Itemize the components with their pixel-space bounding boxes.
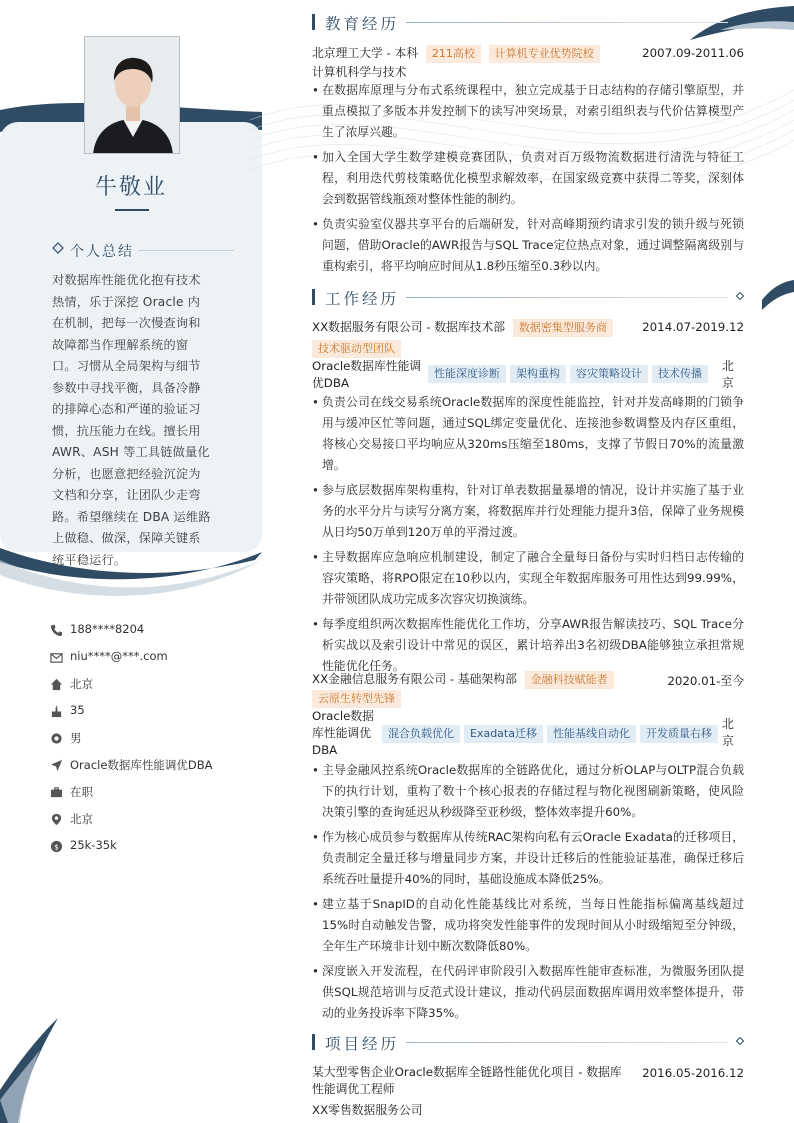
section-title: 项目经历 <box>325 1035 400 1053</box>
list-item: • 负责公司在线交易系统Oracle数据库的深度性能监控，针对并发高峰期的门锁争用与缓冲区忙等问题，通过SQL绑定变量优化、连接池参数调整及内存区重组，将核心交易接口平均响应从320ms压缩至180ms，支撑了节假日70%的流量激增。 <box>312 392 744 476</box>
list-item: • 作为核心成员参与数据库从传统RAC架构向私有云Oracle Exadata的迁移项目，负责制定全量迁移与增量同步方案，并设计迁移后的性能验证基准，确保迁移后系统吞吐量提升40%的同时，基础设施成本降低25%。 <box>312 827 744 890</box>
job-city: 北京 <box>722 359 734 390</box>
section-project <box>312 1032 744 1054</box>
diamond-icon <box>736 292 744 300</box>
section-bar <box>312 1034 315 1050</box>
education-header <box>312 44 744 63</box>
section-line <box>406 1042 728 1043</box>
skill-tag: Exadata迁移 <box>464 725 543 743</box>
tag: 数据密集型服务商 <box>513 319 613 337</box>
date: 2014.07-2019.12 <box>642 320 744 334</box>
contact-value: 35 <box>70 703 85 717</box>
contact-value: 188****8204 <box>70 622 145 636</box>
section-line <box>406 297 728 298</box>
project-name: 某大型零售企业Oracle数据库全链路性能优化项目 - 数据库性能调优工程师 <box>312 1065 622 1096</box>
date: 2020.01-至今 <box>667 674 744 688</box>
tag: 211高校 <box>426 45 481 63</box>
list-item: • 深度嵌入开发流程，在代码评审阶段引入数据库性能审查标准，为微服务团队提供SQL规范培训与反范式设计建议，推动代码层面数据库调用效率整体提升，带动的业务投诉率下降35%。 <box>312 961 744 1024</box>
contact-value: 北京 <box>70 812 93 826</box>
list-item: • 建立基于SnapID的自动化性能基线比对系统，当每日性能指标偏离基线超过15%时自动触发告警，成功将突发性能事件的发现时间从小时级缩短至分钟级，全年生产环境非计划中断次数降低80%。 <box>312 894 744 957</box>
section-bar <box>312 289 315 305</box>
list-item: • 负责实验室仪器共享平台的后端研发，针对高峰期预约请求引发的锁升级与死锁问题，借助Oracle的AWR报告与SQL Trace定位热点对象，通过调整隔离级别与重构索引，将平均响应时间从1.8秒压缩至0.3秒以内。 <box>312 214 744 277</box>
skill-tags <box>382 725 722 743</box>
summary-title: 个人总结 <box>70 244 134 260</box>
job-role: Oracle数据库性能调优DBA <box>312 709 374 757</box>
company-name: XX数据服务有限公司 - 数据库技术部 <box>312 320 506 334</box>
section-bar <box>312 14 315 30</box>
skill-tag: 混合负载优化 <box>382 725 460 743</box>
project-company: XX零售数据服务公司 <box>312 1103 423 1117</box>
education-major: 计算机科学与技术 <box>312 65 407 79</box>
section-title: 工作经历 <box>325 290 400 308</box>
skill-tag: 架构重构 <box>510 365 566 383</box>
tag: 技术驱动型团队 <box>312 340 401 358</box>
skill-tag: 开发质量右移 <box>640 725 718 743</box>
tag: 云原生转型先锋 <box>312 690 401 708</box>
education-bullets <box>312 80 744 281</box>
diamond-icon <box>736 1037 744 1045</box>
tag: 金融科技赋能者 <box>525 671 614 689</box>
job-bullets <box>312 392 744 681</box>
contact-value: 男 <box>70 731 82 745</box>
project-header <box>312 1064 744 1098</box>
list-item: • 参与底层数据库架构重构，针对订单表数据量暴增的情况，设计并实施了基于业务的水平分片与读写分离方案，将数据库并行处理能力提升3倍，保障了业务规模从日均50万单到120万单的平滑过渡。 <box>312 480 744 543</box>
candidate-name: 牛敬业 <box>94 175 167 200</box>
summary-text: 对数据库性能优化抱有技术热情，乐于深挖 Oracle 内在机制，把每一次慢查询和故障都当作理解系统的窗口。习惯从全局架构与细节参数中寻找平衡，具备冷静的排障心态和严谨的验证习惯，抗压能力在线。擅长用 AWR、ASH 等工具链做量化分析，也愿意把经验沉淀为文档和分享，让团队少走弯路。希望继续在 DBA 运维路上做稳、做深，保障关键系统平稳运行。 <box>52 273 211 567</box>
contact-value: 北京 <box>70 677 93 691</box>
date: 2007.09-2011.06 <box>642 46 744 60</box>
company-name: XX金融信息服务有限公司 - 基础架构部 <box>312 672 517 686</box>
job-role-row <box>312 358 744 394</box>
job-city: 北京 <box>722 717 734 748</box>
contact-value: 25k-35k <box>70 838 117 852</box>
list-item: • 在数据库原理与分布式系统课程中，独立完成基于日志结构的存储引擎原型，并重点模拟了多版本并发控制下的读写冲突场景，对索引组织表与代价估算模型产生了浓厚兴趣。 <box>312 80 744 143</box>
skill-tag: 技术传播 <box>652 365 708 383</box>
date: 2016.05-2016.12 <box>642 1066 744 1080</box>
skill-tag: 性能深度诊断 <box>428 365 506 383</box>
section-title: 教育经历 <box>325 15 400 33</box>
job-bullets <box>312 760 744 1028</box>
contact-value: niu****@***.com <box>70 649 168 663</box>
job-header <box>312 670 744 689</box>
skill-tag: 容灾策略设计 <box>570 365 648 383</box>
list-item: • 主导金融风控系统Oracle数据库的全链路优化，通过分析OLAP与OLTP混合负载下的执行计划，重构了数十个核心报表的存储过程与物化视图刷新策略，使风险决策引擎的查询延迟从秒级降至亚秒级，整体效率提升60%。 <box>312 760 744 823</box>
section-line <box>406 22 728 23</box>
diamond-icon <box>736 17 744 25</box>
list-item: • 加入全国大学生数学建模竞赛团队，负责对百万级物流数据进行清洗与特征工程，利用迭代剪枝策略优化模型求解效率，在国家级竞赛中获得二等奖，深刻体会到数据管线瓶颈对整体性能的制约。 <box>312 147 744 210</box>
job-role: Oracle数据库性能调优DBA <box>312 359 422 390</box>
skill-tags <box>428 365 712 383</box>
job-tag-row <box>312 690 744 708</box>
tag: 计算机专业优势院校 <box>489 45 600 63</box>
list-item: • 主导数据库应急响应机制建设，制定了融合全量每日备份与实时归档日志传输的容灾策略，将RPO限定在10秒以内，实现全年数据库服务可用性达到99.99%，并带领团队成功完成多次容灾切换演练。 <box>312 547 744 610</box>
list-item: • 每季度组织两次数据库性能优化工作坊，分享AWR报告解读技巧、SQL Trace分析实战以及索引设计中常见的误区，累计培养出3名初级DBA能够独立承担常规性能优化任务。 <box>312 614 744 677</box>
svg-text:$: $ <box>54 842 59 852</box>
job-header <box>312 318 744 337</box>
school-name: 北京理工大学 - 本科 <box>312 46 419 60</box>
section-education <box>312 12 744 34</box>
skill-tag: 性能基线自动化 <box>547 725 636 743</box>
job-tag-row <box>312 340 744 358</box>
section-work <box>312 287 744 309</box>
contact-value: Oracle数据库性能调优DBA <box>70 758 213 772</box>
job-role-row <box>312 708 744 760</box>
contact-value: 在职 <box>70 785 93 799</box>
